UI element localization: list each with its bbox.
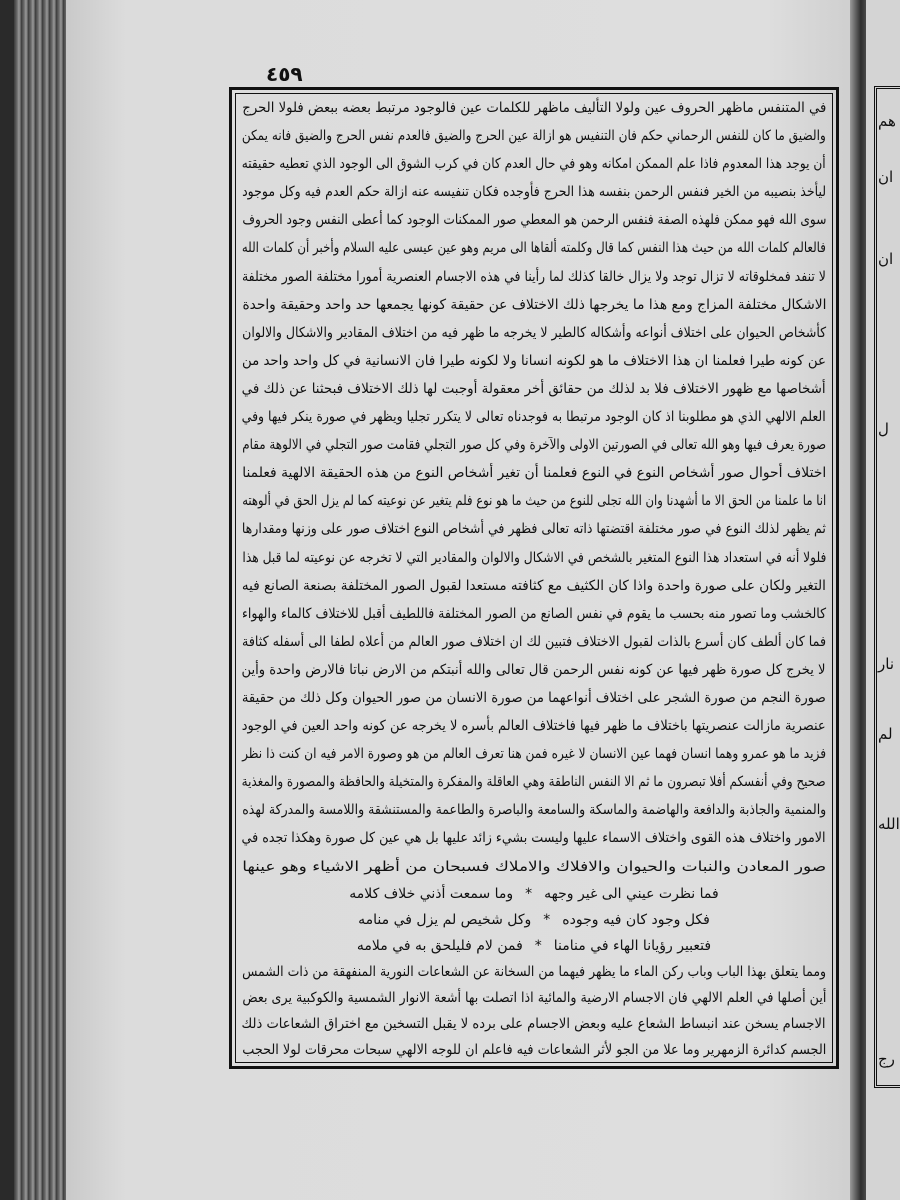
text-line: [242, 684, 826, 712]
hemistich-first: فكل وجود كان فيه وجوده: [562, 911, 710, 928]
text-line: [242, 206, 826, 234]
hemistich-second: فمن لام فليلحق به في ملامه: [356, 937, 523, 954]
text-line-content: فالعالم كلمات الله من حيث هذا النفس كما قال وكلمته ألقاها الى مريم وهو عين عيسى عليه السلام وأخبر أن كلمات الله: [242, 240, 826, 257]
text-line: [242, 1037, 826, 1063]
text-line-content: ثم يظهر لذلك النوع في صور مختلفة اقتضتها ذاته تعالى فظهر في أشخاص النوع اختلاف صور على وزنها ومقدارها: [242, 521, 826, 538]
text-line-content: فزيد ما هو عمرو وهما انسان فهما عين الانسان لا غيره فمن هنا تعرف العالم من هو وصورة الامر فيه ان كنت ذا نظر: [242, 746, 826, 763]
text-line-content: أين أصلها في العلم الالهي فان الاجسام الارضية والمائية اذا اتصلت بها أشعة الانوار الشمسية والكوكبية يرى بعض: [242, 989, 826, 1006]
text-line-content: أن يوجد هذا المعدوم فاذا علم الممكن امكانه وهو في حال العدم كان في كرب الشوق الى الوجود الذي تعطيه حقيقته: [242, 156, 826, 173]
text-line: [242, 572, 826, 600]
text-line-content: الامور واختلاف هذه القوى واختلاف الاسماء عليها وليست بشيء زائد عليها بل هي عين كل صورة وهكذا تجده في: [242, 830, 826, 847]
next-page-text-fragment: ل: [878, 420, 889, 438]
text-line-content: لا يخرج كل صورة ظهر فيها عن كونه نفس الرحمن قال تعالى والله أنبتكم من الارض نباتا فالارض واحدة وأين: [242, 661, 826, 678]
text-line: [242, 959, 826, 985]
poem-verse: [242, 907, 826, 933]
text-line: [242, 544, 826, 572]
text-line-content: انا ما علمنا من الحق الا ما أشهدنا وان الله تجلى للنوع من حيث ما هو نوع فلم يتغير عن نوعيته كما لم يزل الحق في ألوهته: [242, 493, 826, 510]
text-line: [242, 403, 826, 431]
verse-separator: *: [534, 937, 542, 954]
next-page-text-fragment: ان: [878, 168, 894, 186]
text-line: [242, 263, 826, 291]
hemistich-second: وكل شخيص لم يزل في منامه: [358, 911, 532, 928]
text-line: [242, 768, 826, 796]
text-line: [242, 178, 826, 206]
text-line: [242, 656, 826, 684]
page-number: ٤٥٩: [266, 62, 303, 86]
text-line-content: أشخاصها مع ظهور الاختلاف فلا بد لذلك من حقائق أخر معقولة أوجبت لها ذلك الاختلاف فبحثنا عن ذلك في: [242, 380, 826, 397]
text-line-content: ليأخذ بنصيبه من الخير فنفس الرحمن بنفسه هذا الحرج فأوجده فكان تنفيسه عنه ازالة حكم العدم فيه وكل موجود: [242, 184, 826, 201]
text-line: [242, 796, 826, 824]
text-line-content: ومما يتعلق بهذا الباب وباب ركن الماء ما يظهر فيهما من السخانة عن الشعاعات النورية المنفهقة من ذات الشمس: [242, 963, 826, 980]
text-line-content: صحيح وفي أنفسكم أفلا تبصرون ما ثم الا النفس الناطقة وهي العاقلة والمفكرة والمتخيلة والحافظة والمصورة والمغذية: [242, 774, 826, 791]
text-line: [242, 319, 826, 347]
text-line: [242, 515, 826, 543]
text-line-content: التغير ولكان على صورة واحدة واذا كان الكثيف مع كثافته مستعدا لقبول الصور المختلفة بصنعة الصانع فيه: [242, 577, 826, 594]
next-page-text-fragment: ان: [878, 250, 894, 268]
text-line-content: اختلاف أحوال صور أشخاص النوع في النوع فعلمنا أن تغير أشخاص النوع من هذه الحقيقة الالهية فعلمنا: [242, 465, 826, 482]
text-line-content: الاجسام يسخن عند انبساط الشعاع عليه وبعض الاجسام على برده لا يقبل التسخين مع اختراق الشعاعات ذلك: [242, 1016, 826, 1032]
verse-separator: *: [525, 885, 533, 902]
text-line: [242, 150, 826, 178]
text-line-content: فلولا أنه في استعداد هذا النوع المتغير بالشخص في الاشكال والالوان والمقادير التي لا تخرجه عن نوعيته لما قبل هذا: [242, 549, 826, 566]
next-page-text-fragment: رج: [878, 1050, 895, 1068]
next-page-text-fragment: الله: [878, 815, 900, 833]
text-line: [242, 347, 826, 375]
text-line: [242, 459, 826, 487]
text-line: [242, 375, 826, 403]
text-line-content: صورة النجم من صورة الشجر على اختلاف أنواعهما من صورة الانسان من صور الحيوان وكل ذلك من حقيقة: [242, 689, 826, 706]
hemistich-second: وما سمعت أذني خلاف كلامه: [349, 885, 514, 902]
text-line: [242, 824, 826, 852]
next-page-text-fragment: لم: [878, 725, 893, 743]
text-line-content: كالخشب وما تصور منه بحسب ما يقوم في نفس الصانع من الصور المختلفة فاللطيف أقبل للاختلاف كالماء والهواء: [242, 605, 826, 622]
text-line: [242, 94, 826, 122]
poem-verse: [242, 933, 826, 959]
text-line-content: سوى الله فهو ممكن فلهذه الصفة فنفس الرحمن هو المعطي صور الممكنات الوجود كما أعطى النفس وجود الحروف: [242, 212, 826, 229]
text-line: [242, 122, 826, 150]
text-line: [242, 431, 826, 459]
text-line: [242, 985, 826, 1011]
hemistich-first: فما نظرت عيني الى غير وجهه: [544, 885, 719, 902]
text-line-content: صور المعادن والنبات والحيوان والافلاك والاملاك فسبحان من أظهر الاشياء وهو عينها: [242, 858, 826, 875]
next-page-text-fragment: هم: [878, 112, 896, 130]
text-line-content: والمنمية والجاذبة والدافعة والهاضمة والماسكة والسامعة والباصرة والطاعمة والمستنشقة واللامسة والمدركة لهذه: [242, 802, 826, 819]
text-line: [242, 853, 826, 881]
main-text-block: [242, 94, 826, 1063]
text-line: [242, 740, 826, 768]
text-line-content: كأشخاص الحيوان على اختلاف أنواعه وأشكاله كالطير لا يخرجه ما ظهر فيه من اختلاف المقادير والاشكال والالوان: [242, 324, 826, 341]
text-line-content: عن كونه طيرا فعلمنا ان هذا الاختلاف ما هو لكونه انسانا ولا لكونه طيرا فان الانسانية في كل واحد واحد من: [242, 352, 826, 369]
text-line: [242, 628, 826, 656]
text-line-content: صورة يعرف فيها وهو الله تعالى في الصورتين الاولى والآخرة وفي كل صور التجلي فقامت صور التجلي في الالوهة مقام: [242, 437, 826, 454]
text-line: [242, 1011, 826, 1037]
text-line: [242, 712, 826, 740]
text-line-content: العلم الالهي الذي هو مطلوبنا اذ كان الوجود مرتبطا به فوجدناه تعالى لا يتكرر تجليا ويظهر في صورة ينكر فيها وفي: [242, 409, 826, 426]
text-line: [242, 234, 826, 262]
text-line-content: لا تنفد فمخلوقاته لا تزال توجد ولا يزال خالقا كذلك لما رأينا في هذه الاجسام العنصرية أمورا مختلفة الصور مختلفة: [242, 268, 826, 285]
text-line-content: فما كان ألطف كان أسرع بالذات لقبول الاختلاف فتبين لك ان اختلاف صور العالم من أعلاه لطفا الى أسفله كثافة: [242, 633, 826, 650]
text-line: [242, 487, 826, 515]
poem-verse: [242, 881, 826, 907]
verse-separator: *: [543, 911, 551, 928]
book-spine-edge: [0, 0, 14, 1200]
text-line-content: في المتنفس ماظهر الحروف عين ولولا التأليف ماظهر للكلمات عين فالوجود مرتبط بعضه ببعض فلولا الحرج: [242, 100, 826, 116]
text-line-content: الجسم كدائرة الزمهرير وما علا من الجو لأثر الشعاعات فيه فاعلم ان للوجه الالهي سبحات محرقات لولا الحجب: [242, 1042, 826, 1059]
text-line-content: الاشكال مختلفة المزاج ومع هذا ما يخرجها ذلك الاختلاف عن حقيقة كونها يجمعها حد واحد وحقيقة واحدة: [242, 296, 826, 313]
text-line-content: والضيق ما كان للنفس الرحماني حكم فان التنفيس هو ازالة عين الحرج والضيق فالعدم نفس الحرج والضيق فانه يمكن: [242, 128, 826, 145]
next-page-text-fragment: نار: [878, 655, 894, 673]
text-line: [242, 291, 826, 319]
hemistich-first: فتعبير رؤيانا الهاء في منامنا: [553, 937, 712, 954]
text-line-content: عنصرية مازالت عنصريتها باختلاف ما ظهر فيها فاختلاف العالم بأسره لا يخرجه عن كونه واحد العين في الوجود: [242, 718, 826, 735]
next-page-frame: [874, 86, 900, 1088]
text-line: [242, 600, 826, 628]
